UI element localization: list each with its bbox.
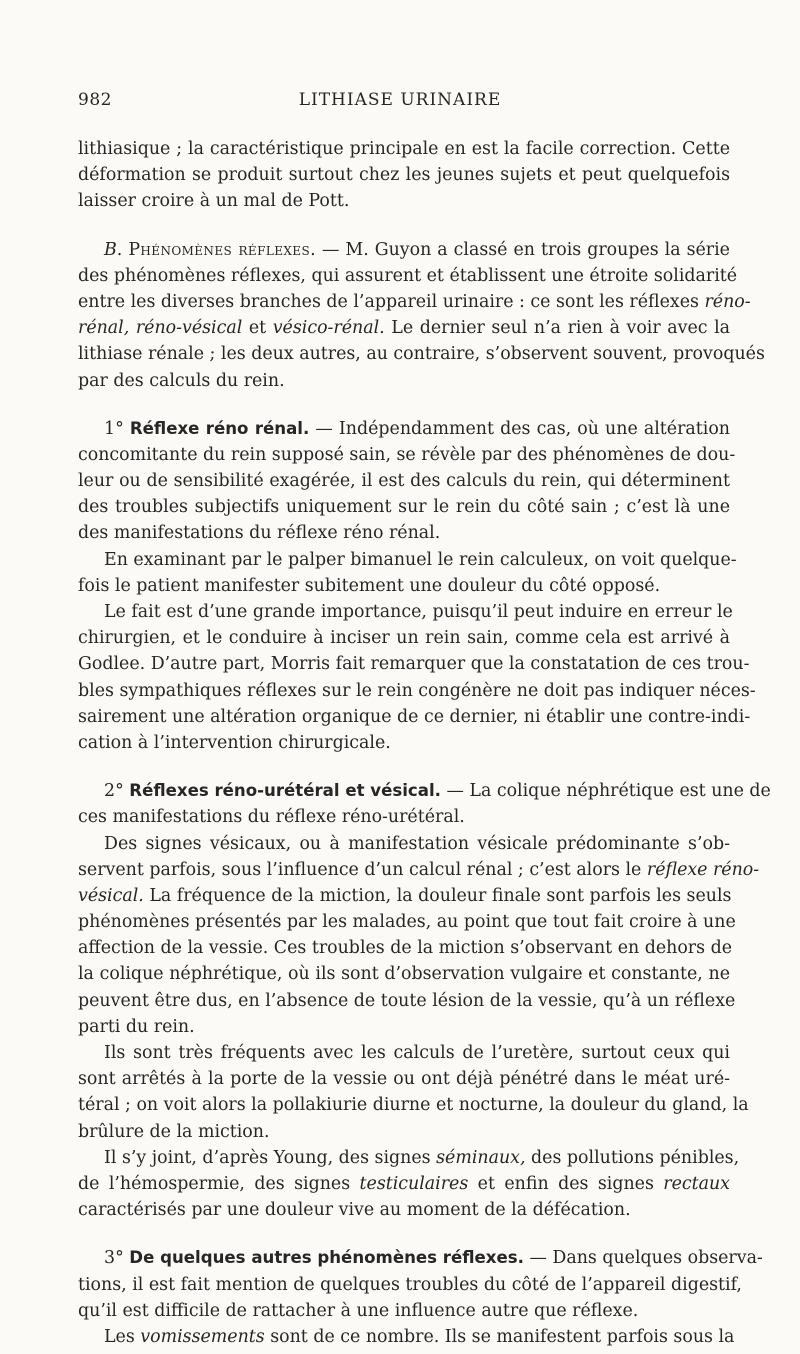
text-line: des manifestations du réflexe réno rénal. — [78, 523, 441, 544]
text-line — [78, 778, 771, 804]
text-run: Les — [104, 1326, 141, 1347]
text-run: rénal, réno-vésical — [78, 318, 243, 339]
text-line: tions, il est fait mention de quelques troubles du côté de l’appareil digestif, — [78, 1274, 742, 1295]
text-line: par des calculs du rein. — [78, 370, 285, 391]
text-run: de l’hémospermie, des signes — [78, 1173, 360, 1194]
text-line: téral ; on voit alors la pollakiurie diurne et nocturne, la douleur du gland, la — [78, 1095, 749, 1116]
text-run: entre les diverses branches de l’appareil urinaire : ce sont les réflexes — [78, 291, 705, 312]
page-number: 982 — [78, 90, 112, 110]
text-line: Des signes vésicaux, ou à manifestation vésicale prédominante s’ob- — [104, 833, 730, 854]
paragraph-gap — [78, 394, 730, 416]
text-line — [78, 1171, 730, 1197]
text-line: lithiasique ; la caractéristique principale en est la facile correction. Cette — [78, 139, 730, 159]
section-heading: Réflexe réno rénal. — [129, 418, 310, 438]
text-run: séminaux, — [436, 1147, 526, 1168]
text-line — [78, 289, 751, 315]
text-run: vomissements — [140, 1326, 265, 1347]
text-run: 2° — [104, 781, 130, 802]
text-run: sont de ce nombre. Ils se manifestent parfois sous la — [264, 1326, 735, 1347]
text-line: déformation se produit surtout chez les jeunes sujets et peut quelquefois — [78, 165, 730, 186]
text-line — [78, 1145, 740, 1171]
text-line: des troubles subjectifs uniquement sur le rein du côté sain ; c’est là une — [78, 497, 730, 518]
text-run: B. — [104, 239, 123, 260]
text-line: chirurgien, et le conduire à inciser un rein sain, comme cela est arrivé à — [78, 628, 730, 649]
text-line: sont arrêtés à la porte de la vessie ou ont déjà pénétré dans le méat uré- — [78, 1069, 730, 1090]
text-run: — La colique néphrétique est une de — [440, 781, 771, 802]
section-heading: Réflexes réno-urétéral et vésical. — [129, 781, 441, 801]
text-line — [78, 883, 730, 909]
text-run: — Dans quelques observa- — [523, 1248, 763, 1269]
text-line: concomitante du rein supposé sain, se révèle par des phénomènes de dou- — [78, 444, 736, 465]
text-line: cation à l’intervention chirurgicale. — [78, 732, 391, 753]
text-line: brûlure de la miction. — [78, 1121, 270, 1142]
text-run: rectaux — [663, 1173, 730, 1194]
text-run: réflexe réno- — [646, 859, 760, 880]
page-header — [0, 90, 800, 120]
text-line: affection de la vessie. Ces troubles de la miction s’observant en dehors de — [78, 938, 733, 959]
text-run: 3° — [104, 1248, 130, 1269]
paragraph-gap — [78, 1223, 730, 1245]
text-run: — M. Guyon a classé en trois groupes la série — [316, 239, 730, 260]
text-run: 1° — [104, 418, 130, 439]
text-line: leur ou de sensibilité exagérée, il est des calculs du rein, qui déterminent — [78, 471, 730, 492]
text-line: Le fait est d’une grande importance, puisqu’il peut induire en erreur le — [104, 602, 733, 622]
text-run: testiculaires — [359, 1173, 469, 1194]
text-line: Godlee. D’autre part, Morris fait remarquer que la constatation de ces trou- — [78, 654, 750, 675]
text-line: fois le patient manifester subitement une douleur du côté opposé. — [78, 575, 661, 596]
text-run: Phénomènes réflexes. — [128, 239, 316, 260]
text-run: La fréquence de la miction, la douleur finale sont parfois les seuls — [143, 885, 732, 906]
text-line: qu’il est difficile de rattacher à une influence autre que réflexe. — [78, 1300, 639, 1321]
text-run: vésical. — [78, 885, 144, 906]
text-line: sairement une altération organique de ce dernier, ni établir une contre-indi- — [78, 706, 751, 727]
text-line: Ils sont très fréquents avec les calculs de l’uretère, surtout ceux qui — [104, 1043, 730, 1063]
text-line: En examinant par le palper bimanuel le rein calculeux, on voit quelque- — [104, 549, 737, 570]
paragraph-gap — [78, 215, 730, 237]
text-line: phénomènes présentés par les malades, au point que tout fait croire à une — [78, 912, 736, 933]
text-line: la colique néphrétique, où ils sont d’observation vulgaire et constante, ne — [78, 964, 730, 985]
text-line: bles sympathiques réflexes sur le rein congénère ne doit pas indiquer néces- — [78, 680, 756, 701]
text-line — [78, 857, 760, 883]
text-run: et — [242, 318, 273, 339]
text-line — [78, 315, 730, 341]
text-run: réno- — [704, 291, 751, 312]
text-line: peuvent être dus, en l’absence de toute lésion de la vessie, qu’à un réflexe — [78, 990, 736, 1011]
text-run: et enfin des signes — [468, 1173, 664, 1194]
text-run: vésico-rénal. — [272, 318, 385, 339]
text-line — [78, 1324, 735, 1350]
body-text — [78, 136, 771, 1350]
text-run: Il s’y joint, d’après Young, des signes — [104, 1147, 437, 1168]
text-run: des pollutions pénibles, — [525, 1147, 740, 1168]
paragraph-gap — [78, 756, 730, 778]
text-line — [78, 1245, 763, 1271]
running-title: LITHIASE URINAIRE — [298, 90, 502, 110]
text-run: — Indépendamment des cas, où une altération — [309, 418, 730, 439]
text-line — [78, 237, 730, 263]
text-line: caractérisés par une douleur vive au moment de la défécation. — [78, 1200, 631, 1221]
text-run: servent parfois, sous l’influence d’un calcul rénal ; c’est alors le — [78, 859, 647, 880]
text-run: Le dernier seul n’a rien à voir avec la — [384, 318, 730, 339]
text-line — [78, 416, 730, 442]
text-line: laisser croire à un mal de Pott. — [78, 191, 350, 212]
text-line: ces manifestations du réflexe réno-urétéral. — [78, 807, 465, 828]
text-line: lithiase rénale ; les deux autres, au contraire, s’observent souvent, provoqués — [78, 344, 765, 365]
text-line: parti du rein. — [78, 1016, 195, 1037]
text-line: des phénomènes réflexes, qui assurent et établissent une étroite solidarité — [78, 265, 738, 286]
section-heading: De quelques autres phénomènes réflexes. — [129, 1248, 524, 1268]
